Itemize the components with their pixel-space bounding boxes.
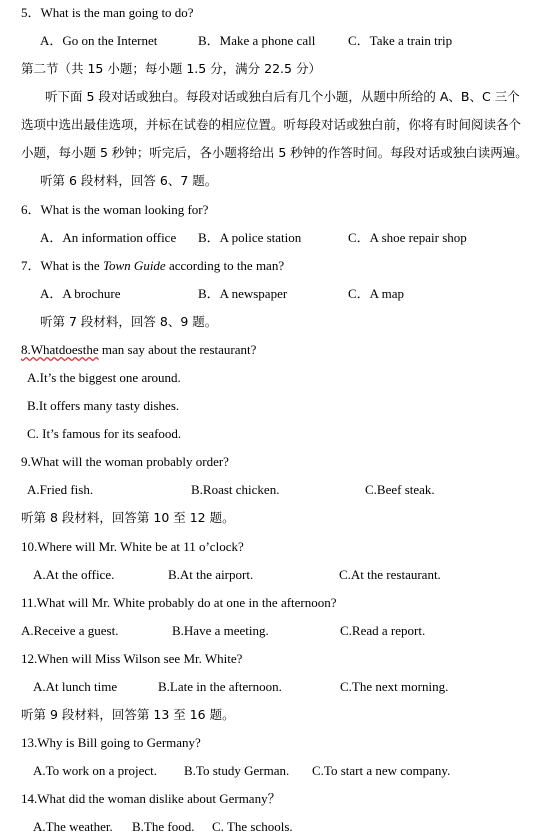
question-5-stem: 5．What is the man going to do? (21, 5, 194, 20)
question-13-stem: 13.Why is Bill going to Germany? (21, 735, 201, 750)
section-2-instruction-line-3: 小题，每小题 5 秒钟；听完后，各小题将给出 5 秒钟的作答时间。每段对话或独白读两遍。 (21, 145, 528, 160)
question-8-option-a[interactable]: A.It’s the biggest one around. (27, 370, 181, 385)
question-14-option-c[interactable]: C. The schools. (212, 819, 293, 834)
question-9-option-a[interactable]: A.Fried fish. (27, 482, 94, 497)
question-7-option-b[interactable]: B．A newspaper (198, 286, 288, 301)
question-6-option-c[interactable]: C．A shoe repair shop (348, 230, 467, 245)
section-2-instruction-line-1: 听下面 5 段对话或独白。每段对话或独白后有几个小题，从题中所给的 A、B、C 三个 (45, 89, 520, 104)
question-12-option-b[interactable]: B.Late in the afternoon. (158, 679, 282, 694)
question-11-option-a[interactable]: A.Receive a guest. (21, 623, 119, 638)
question-13-option-b[interactable]: B.To study German. (184, 763, 290, 778)
question-10-option-a[interactable]: A.At the office. (33, 567, 115, 582)
question-7-option-a[interactable]: A．A brochure (40, 286, 121, 301)
question-12-option-c[interactable]: C.The next morning. (340, 679, 449, 694)
question-8-option-c[interactable]: C. It’s famous for its seafood. (27, 426, 182, 441)
material-7-heading: 听第 7 段材料，回答 8、9 题。 (40, 314, 218, 329)
section-2-title: 第二节（共 15 小题；每小题 1.5 分，满分 22.5 分） (21, 61, 321, 76)
question-6-stem: 6．What is the woman looking for? (21, 202, 209, 217)
question-10-stem: 10.Where will Mr. White be at 11 o’clock? (21, 539, 244, 554)
question-12-stem: 12.When will Miss Wilson see Mr. White? (21, 651, 243, 666)
question-6-option-b[interactable]: B．A police station (198, 230, 302, 245)
question-14-option-a[interactable]: A.The weather. (33, 819, 113, 834)
material-6-heading: 听第 6 段材料，回答 6、7 题。 (40, 173, 218, 188)
question-8-stem: 8.Whatdoesthe man say about the restaurant? (21, 342, 257, 357)
question-14-option-b[interactable]: B.The food. (132, 819, 195, 834)
question-14-stem: 14.What did the woman dislike about Germany？ (21, 791, 281, 806)
question-5-option-c[interactable]: C．Take a train trip (348, 33, 453, 48)
question-11-stem: 11.What will Mr. White probably do at one in the afternoon? (21, 595, 337, 610)
question-5-option-a[interactable]: A．Go on the Internet (40, 33, 158, 48)
question-12-option-a[interactable]: A.At lunch time (33, 679, 118, 694)
question-13-option-a[interactable]: A.To work on a project. (33, 763, 158, 778)
question-7-option-c[interactable]: C．A map (348, 286, 404, 301)
question-6-option-a[interactable]: A．An information office (40, 230, 177, 245)
question-5-option-b[interactable]: B．Make a phone call (198, 33, 316, 48)
question-13-option-c[interactable]: C.To start a new company. (312, 763, 451, 778)
question-10-option-b[interactable]: B.At the airport. (168, 567, 254, 582)
question-9-stem: 9.What will the woman probably order? (21, 454, 229, 469)
question-8-option-b[interactable]: B.It offers many tasty dishes. (27, 398, 180, 413)
question-11-option-b[interactable]: B.Have a meeting. (172, 623, 269, 638)
question-7-stem: 7．What is the Town Guide according to the man? (21, 258, 285, 273)
section-2-instruction-line-2: 选项中选出最佳选项，并标在试卷的相应位置。听每段对话或独白前，你将有时间阅读各个 (21, 117, 522, 132)
material-8-heading: 听第 8 段材料，回答第 10 至 12 题。 (21, 510, 235, 525)
question-9-option-b[interactable]: B.Roast chicken. (191, 482, 280, 497)
question-10-option-c[interactable]: C.At the restaurant. (339, 567, 441, 582)
material-9-heading: 听第 9 段材料，回答第 13 至 16 题。 (21, 707, 235, 722)
question-11-option-c[interactable]: C.Read a report. (340, 623, 426, 638)
question-9-option-c[interactable]: C.Beef steak. (365, 482, 435, 497)
